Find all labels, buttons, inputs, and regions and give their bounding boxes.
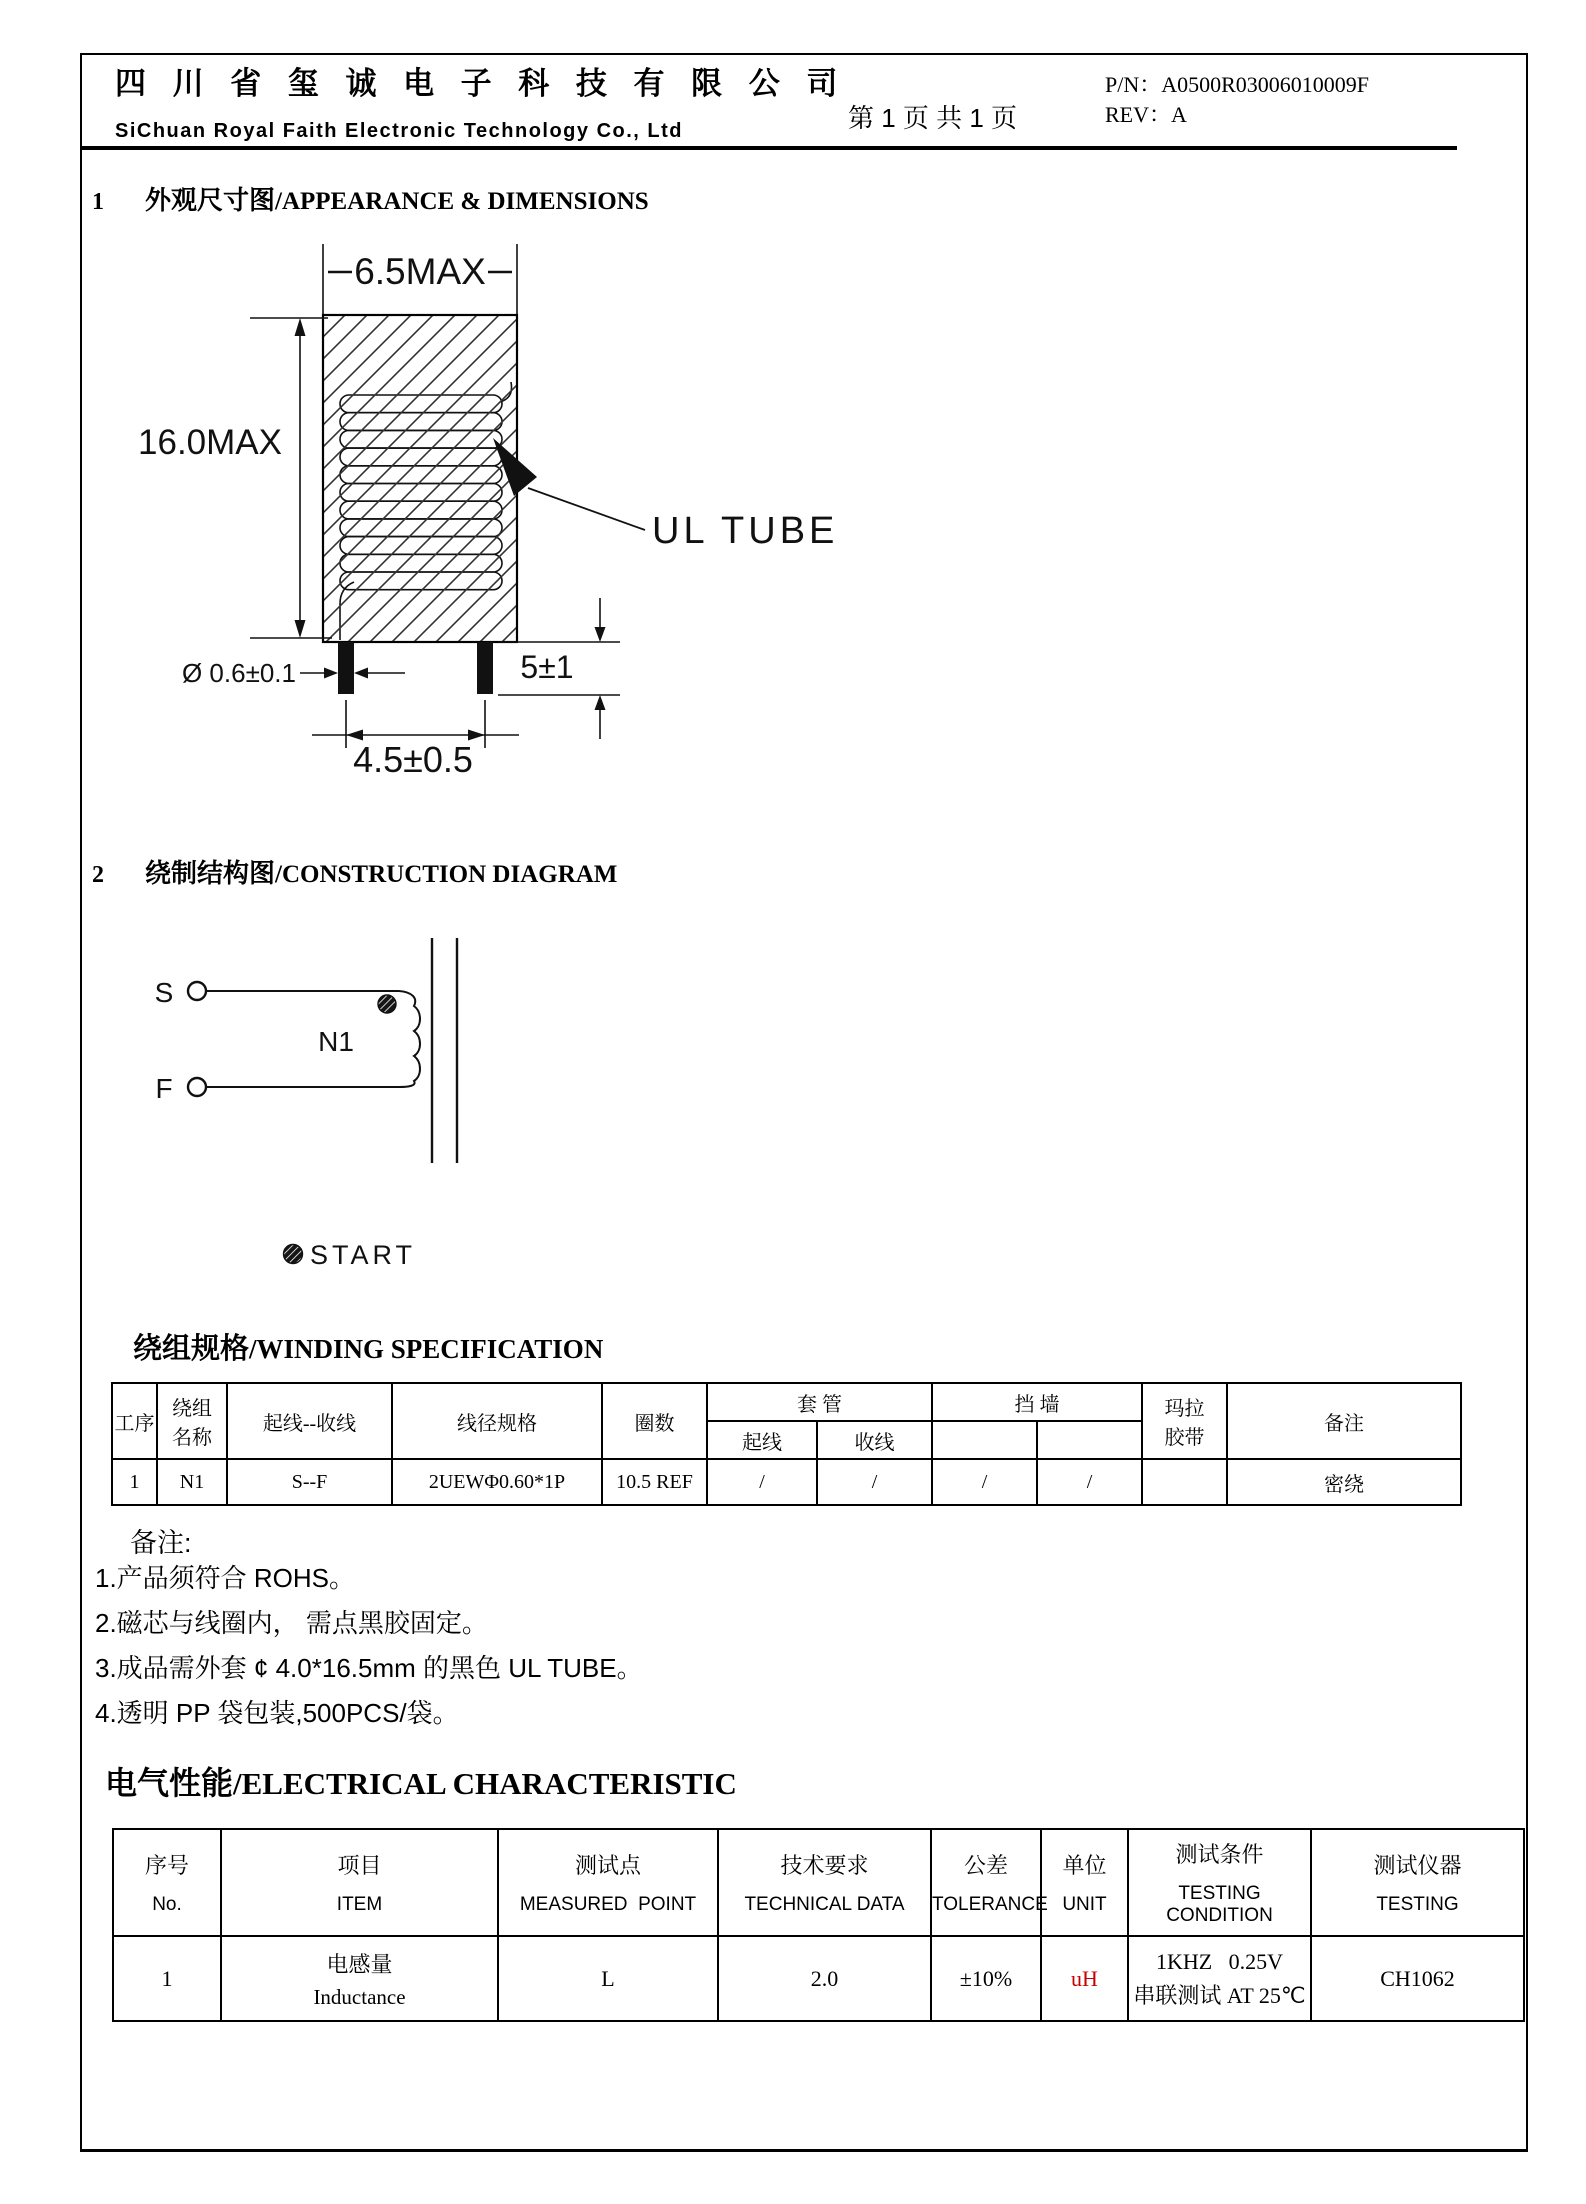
appearance-drawing — [100, 230, 860, 800]
wr-no: 1 — [112, 1459, 157, 1505]
wh-name-line2: 名称 — [172, 1427, 212, 1449]
lead-diameter-label: Ø 0.6±0.1 — [181, 658, 296, 688]
lead-diameter-arrow-right — [354, 668, 368, 679]
er-condition — [1128, 1936, 1311, 2021]
wr-turns: 10.5 REF — [602, 1459, 707, 1505]
eh-td-en: TECHNICAL DATA — [744, 1894, 905, 1915]
wh-sleeve: 套 管 — [707, 1383, 932, 1421]
eh-measured-point — [498, 1829, 718, 1936]
note-item-1: 1.产品须符合 ROHS。 — [95, 1563, 356, 1593]
section1-number: 1 — [92, 189, 104, 215]
lead-diameter-arrow-left — [324, 668, 338, 679]
note-item-4: 4.透明 PP 袋包装,500PCS/袋。 — [95, 1698, 459, 1728]
electrical-table-row — [113, 1936, 1524, 2021]
eh-tst-cn: 测试仪器 — [1373, 1853, 1462, 1878]
part-number-block — [1105, 70, 1369, 130]
winding-spec-title-cn: 绕组规格 — [133, 1333, 250, 1365]
notes-list — [95, 1556, 643, 1736]
eh-mp-cn: 测试点 — [574, 1853, 641, 1878]
eh-item-cn: 项目 — [337, 1853, 382, 1878]
rev-label: REV： — [1105, 102, 1172, 127]
page-counter: 第 1 页 共 1 页 — [848, 103, 1018, 133]
wh-process: 工序 — [112, 1383, 157, 1459]
er-no: 1 — [113, 1936, 221, 2021]
tube-label: UL TUBE — [652, 510, 839, 552]
eh-unit-en: UNIT — [1062, 1894, 1107, 1915]
tube-leader-line — [528, 488, 645, 530]
electrical-title-en: /ELECTRICAL CHARACTERISTIC — [233, 1766, 737, 1801]
wh-mylar-line1: 玛拉 — [1164, 1398, 1205, 1420]
section1-title-en: /APPEARANCE & DIMENSIONS — [275, 188, 649, 215]
winding-spec-table — [111, 1382, 1462, 1506]
er-condition-line1: 1KHZ 0.25V — [1155, 1948, 1284, 1974]
eh-no — [113, 1829, 221, 1936]
pn-label: P/N： — [1105, 72, 1162, 97]
wh-remark: 备注 — [1227, 1383, 1461, 1459]
lead-right — [477, 642, 493, 694]
height-dimension — [250, 318, 332, 638]
note-item-3: 3.成品需外套 ¢ 4.0*16.5mm 的黑色 UL TUBE。 — [95, 1653, 643, 1683]
wr-name: N1 — [157, 1459, 227, 1505]
electrical-table — [112, 1828, 1525, 2022]
eh-unit — [1041, 1829, 1128, 1936]
wh-wire-spec: 线径规格 — [392, 1383, 602, 1459]
lead-left — [338, 642, 354, 694]
er-tester: CH1062 — [1311, 1936, 1524, 2021]
eh-td-cn: 技术要求 — [780, 1853, 869, 1878]
tube-body — [323, 315, 517, 642]
section1-title-cn: 外观尺寸图 — [145, 185, 276, 215]
height-arrow-top — [295, 318, 306, 336]
winding-coil — [399, 991, 420, 1087]
start-terminal-label: S — [154, 977, 174, 1008]
finish-terminal-node — [188, 1078, 206, 1096]
section1-title — [92, 180, 649, 217]
wh-sleeve-start: 起线 — [707, 1421, 817, 1459]
wr-sleeve-finish: / — [817, 1459, 932, 1505]
wh-name-line1: 绕组 — [172, 1398, 212, 1420]
finish-terminal-label: F — [155, 1073, 173, 1104]
eh-tol-cn: 公差 — [963, 1853, 1008, 1878]
er-item — [221, 1936, 498, 2021]
lead-pitch-label: 4.5±0.5 — [353, 739, 473, 780]
eh-item-en: ITEM — [336, 1894, 383, 1915]
section2-title-en: /CONSTRUCTION DIAGRAM — [275, 861, 618, 888]
wr-remark: 密绕 — [1227, 1459, 1461, 1505]
wr-wire-spec: 2UEWΦ0.60*1P — [392, 1459, 602, 1505]
eh-tol-en: TOLERANCE — [932, 1894, 1048, 1915]
eh-tst-en: TESTING — [1376, 1894, 1459, 1915]
pn-value: A0500R03006010009F — [1161, 72, 1370, 97]
notes-title: 备注: — [130, 1528, 192, 1558]
part-number-line — [1105, 70, 1369, 100]
er-measured-point: L — [498, 1936, 718, 2021]
eh-unit-cn: 单位 — [1062, 1853, 1107, 1878]
wh-barrier-sub1 — [932, 1421, 1037, 1459]
winding-start-dot — [378, 995, 396, 1013]
winding-spec-title — [133, 1326, 603, 1367]
wh-barrier: 挡 墙 — [932, 1383, 1142, 1421]
wh-mylar-line2: 胶带 — [1164, 1427, 1205, 1449]
section2-title — [92, 853, 617, 890]
construction-diagram — [100, 900, 600, 1300]
wh-turns: 圈数 — [602, 1383, 707, 1459]
eh-no-cn: 序号 — [144, 1853, 189, 1878]
eh-mp-en: MEASURED POINT — [519, 1894, 697, 1915]
wr-barrier-1: / — [932, 1459, 1037, 1505]
revision-line — [1105, 100, 1369, 130]
eh-tc-cn: 测试条件 — [1175, 1842, 1264, 1867]
note-item-2: 2.磁芯与线圈内， 需点黑胶固定。 — [95, 1608, 488, 1638]
height-dim-label: 16.0MAX — [138, 423, 282, 462]
winding-label: N1 — [318, 1026, 354, 1057]
er-tolerance: ±10% — [931, 1936, 1041, 2021]
header-divider — [80, 146, 1457, 150]
eh-testing-condition — [1128, 1829, 1311, 1936]
section2-title-cn: 绕制结构图 — [145, 858, 276, 888]
height-arrow-bottom — [295, 620, 306, 638]
company-name-cn: 四 川 省 玺 诚 电 子 科 技 有 限 公 司 — [115, 66, 847, 101]
er-technical-data: 2.0 — [718, 1936, 931, 2021]
wh-barrier-sub2 — [1037, 1421, 1142, 1459]
wh-winding-name — [157, 1383, 227, 1459]
lead-length-arrow-bottom — [595, 695, 606, 710]
eh-item — [221, 1829, 498, 1936]
eh-technical-data — [718, 1829, 931, 1936]
wh-start-finish: 起线--收线 — [227, 1383, 392, 1459]
start-terminal-node — [188, 982, 206, 1000]
wh-sleeve-finish: 收线 — [817, 1421, 932, 1459]
winding-spec-title-en: /WINDING SPECIFICATION — [249, 1334, 604, 1364]
eh-no-en: No. — [152, 1894, 182, 1915]
electrical-title — [105, 1758, 737, 1804]
wr-mylar — [1142, 1459, 1227, 1505]
lead-length-label: 5±1 — [520, 649, 574, 685]
wr-barrier-2: / — [1037, 1459, 1142, 1505]
winding-table-row — [112, 1459, 1461, 1505]
legend-start-label: START — [310, 1240, 417, 1270]
electrical-title-cn: 电气性能 — [105, 1765, 234, 1801]
wr-start-finish: S--F — [227, 1459, 392, 1505]
rev-value: A — [1171, 102, 1187, 127]
section2-number: 2 — [92, 862, 104, 888]
legend-start-dot — [284, 1245, 303, 1264]
wr-sleeve-start: / — [707, 1459, 817, 1505]
company-name-en: SiChuan Royal Faith Electronic Technology Co., Ltd — [115, 120, 683, 142]
er-unit: uH — [1041, 1936, 1128, 2021]
wh-mylar — [1142, 1383, 1227, 1459]
eh-tolerance — [931, 1829, 1048, 1936]
width-dim-label: 6.5MAX — [354, 251, 486, 292]
er-item-cn: 电感量 — [326, 1951, 393, 1977]
eh-tc-en: TESTING CONDITION — [1166, 1883, 1273, 1926]
eh-testing — [1311, 1829, 1524, 1936]
er-condition-line2: 串联测试 AT 25℃ — [1133, 1982, 1306, 2008]
lead-length-arrow-top — [595, 627, 606, 642]
er-item-en: Inductance — [313, 1984, 406, 2009]
